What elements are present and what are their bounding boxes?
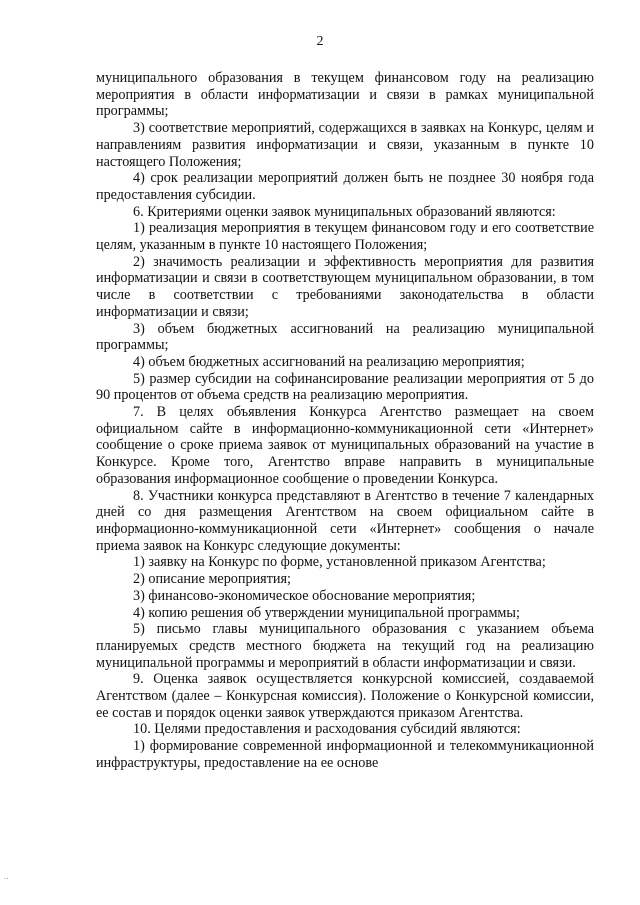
paragraph-section-7: 7. В целях объявления Конкурса Агентство размещает на своем официальном сайте в информационно-коммуникационной сети «Интернет» сообщение о сроке приема заявок от муниципальных образований на участие в Конкурсе. Кроме того, Агентство вправе направить в муниципальные образования информационное сообщение о проведении Конкурса. bbox=[96, 404, 594, 487]
paragraph-criterion-1: 1) реализация мероприятия в текущем финансовом году и его соответствие целям, указанным в пункте 10 настоящего Положения; bbox=[96, 220, 594, 254]
paragraph-criterion-5: 5) размер субсидии на софинансирование реализации мероприятия от 5 до 90 процентов от объема средств на реализацию мероприятия. bbox=[96, 370, 594, 404]
paragraph-document-4: 4) копию решения об утверждении муниципальной программы; bbox=[133, 604, 520, 621]
paragraph-criterion-3: 3) объем бюджетных ассигнований на реализацию муниципальной программы; bbox=[96, 320, 594, 354]
paragraph-item-3: 3) соответствие мероприятий, содержащихся в заявках на Конкурс, целям и направлениям развития информатизации и связи, указанным в пункте 10 настоящего Положения; bbox=[96, 120, 594, 170]
paragraph-document-3: 3) финансово-экономическое обоснование мероприятия; bbox=[133, 587, 476, 604]
paragraph-section-10: 10. Целями предоставления и расходования субсидий являются: bbox=[133, 721, 521, 738]
paragraph-criterion-2: 2) значимость реализации и эффективность мероприятия для развития информатизации и связи в соответствующем муниципальном образовании, в том числе в соответствии с требованиями законодательства в области информатизации и связи; bbox=[96, 253, 594, 320]
paragraph-continuation: муниципального образования в текущем финансовом году на реализацию мероприятия в области информатизации и связи в рамках муниципальной программы; bbox=[96, 70, 594, 120]
paragraph-document-5: 5) письмо главы муниципального образования с указанием объема планируемых средств местного бюджета на текущий год на реализацию муниципальной программы и мероприятий в области информатизации и связи. bbox=[96, 621, 594, 671]
paragraph-criterion-4: 4) объем бюджетных ассигнований на реализацию мероприятия; bbox=[133, 353, 525, 370]
page-number: 2 bbox=[316, 34, 324, 49]
paragraph-document-1: 1) заявку на Конкурс по форме, установленной приказом Агентства; bbox=[133, 554, 546, 571]
document-body bbox=[96, 70, 594, 772]
margin-mark: .. bbox=[4, 873, 9, 881]
paragraph-item-4: 4) срок реализации мероприятий должен быть не позднее 30 ноября года предоставления субсидии. bbox=[96, 170, 594, 203]
paragraph-section-6: 6. Критериями оценки заявок муниципальных образований являются: bbox=[133, 203, 556, 220]
paragraph-section-9: 9. Оценка заявок осуществляется конкурсной комиссией, создаваемой Агентством (далее – Конкурсная комиссия). Положение о Конкурсной комиссии, ее состав и порядок оценки заявок утверждаются приказом Агентства. bbox=[96, 671, 594, 721]
paragraph-section-8: 8. Участники конкурса представляют в Агентство в течение 7 календарных дней со дня размещения Агентством на своем официальном сайте в информационно-коммуникационной сети «Интернет» сообщения о начале приема заявок на Конкурс следующие документы: bbox=[96, 487, 594, 554]
paragraph-document-2: 2) описание мероприятия; bbox=[133, 571, 291, 588]
paragraph-goal-1: 1) формирование современной информационной и телекоммуникационной инфраструктуры, предоставление на ее основе bbox=[96, 738, 594, 771]
